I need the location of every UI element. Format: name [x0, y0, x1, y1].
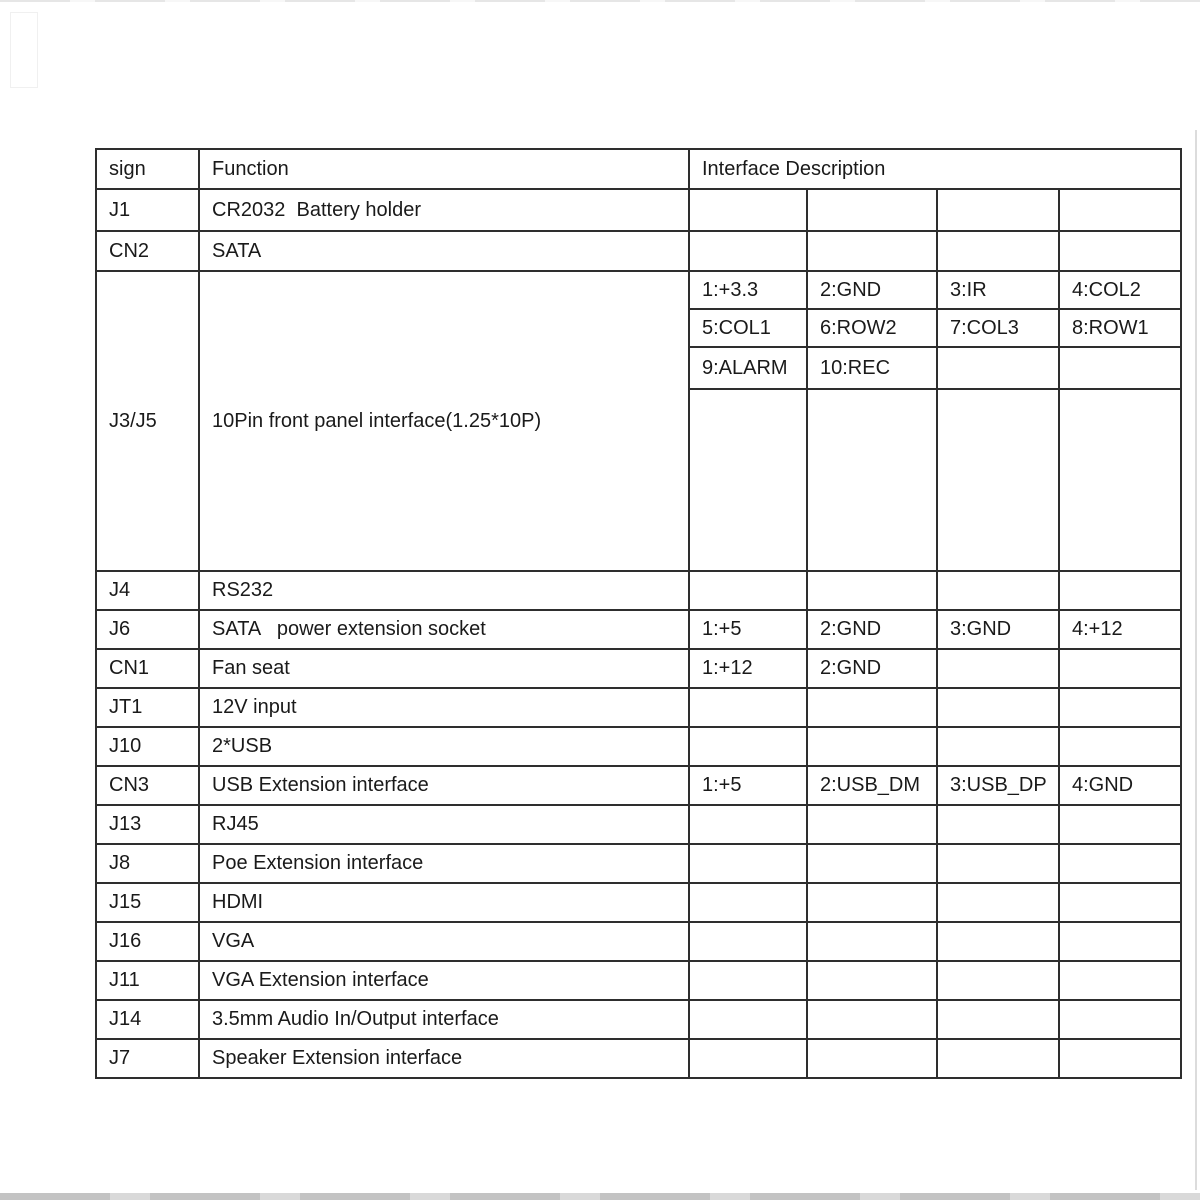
function-cell: RS232 [199, 571, 689, 610]
pin-cell [689, 1039, 807, 1078]
pin-cell [1059, 189, 1181, 231]
pin-cell [689, 688, 807, 727]
pin-cell [937, 688, 1059, 727]
pin-cell [937, 347, 1059, 389]
sign-cell: JT1 [96, 688, 199, 727]
sign-cell: CN2 [96, 231, 199, 271]
pin-cell: 2:GND [807, 610, 937, 649]
table-row-cn2 [96, 231, 1181, 271]
function-cell: 10Pin front panel interface(1.25*10P) [199, 271, 689, 571]
pin-cell [937, 1000, 1059, 1039]
pin-cell [1059, 1000, 1181, 1039]
function-cell: HDMI [199, 883, 689, 922]
pin-cell [1059, 347, 1181, 389]
pin-cell [937, 727, 1059, 766]
pin-cell: 1:+5 [689, 610, 807, 649]
pin-cell: 2:GND [807, 271, 937, 309]
sign-cell: J13 [96, 805, 199, 844]
table-row-j1 [96, 189, 1181, 231]
function-cell: 2*USB [199, 727, 689, 766]
pin-cell [689, 844, 807, 883]
function-cell: CR2032 Battery holder [199, 189, 689, 231]
table-row-jt1 [96, 688, 1181, 727]
table-row-j8 [96, 844, 1181, 883]
pin-cell [807, 961, 937, 1000]
pin-cell: 2:GND [807, 649, 937, 688]
function-cell: SATA power extension socket [199, 610, 689, 649]
scan-bottom-bar-artifact [0, 1193, 1200, 1200]
function-cell: VGA Extension interface [199, 961, 689, 1000]
pin-cell [689, 389, 807, 571]
pin-cell [1059, 649, 1181, 688]
pin-cell: 3:IR [937, 271, 1059, 309]
sign-cell: J8 [96, 844, 199, 883]
table-row-cn1 [96, 649, 1181, 688]
function-cell: USB Extension interface [199, 766, 689, 805]
page-right-edge-artifact [1195, 130, 1197, 1190]
function-cell: 12V input [199, 688, 689, 727]
pin-cell [807, 189, 937, 231]
pin-cell [1059, 961, 1181, 1000]
pin-cell [807, 1039, 937, 1078]
function-cell: VGA [199, 922, 689, 961]
pin-cell: 4:+12 [1059, 610, 1181, 649]
table-row-j10 [96, 727, 1181, 766]
pin-cell [807, 389, 937, 571]
pin-cell [807, 727, 937, 766]
pin-cell: 10:REC [807, 347, 937, 389]
pin-cell: 7:COL3 [937, 309, 1059, 347]
pin-cell: 8:ROW1 [1059, 309, 1181, 347]
table-row-j16 [96, 922, 1181, 961]
pin-cell [807, 805, 937, 844]
pin-cell [1059, 389, 1181, 571]
pin-cell [1059, 922, 1181, 961]
pin-cell: 3:GND [937, 610, 1059, 649]
table-row-j13 [96, 805, 1181, 844]
pin-cell: 1:+3.3 [689, 271, 807, 309]
table-row-j4 [96, 571, 1181, 610]
function-cell: Speaker Extension interface [199, 1039, 689, 1078]
pin-cell [807, 688, 937, 727]
pin-cell: 5:COL1 [689, 309, 807, 347]
sign-cell: J4 [96, 571, 199, 610]
pin-cell [1059, 805, 1181, 844]
pin-cell [1059, 231, 1181, 271]
scan-corner-artifact [10, 12, 38, 88]
pin-cell [937, 1039, 1059, 1078]
table-row-cn3 [96, 766, 1181, 805]
page-top-edge-artifact [0, 0, 1200, 2]
pin-cell [689, 231, 807, 271]
pin-cell [1059, 1039, 1181, 1078]
sign-cell: J7 [96, 1039, 199, 1078]
pin-cell: 6:ROW2 [807, 309, 937, 347]
table-row-j14 [96, 1000, 1181, 1039]
pin-cell [689, 922, 807, 961]
pin-cell: 1:+5 [689, 766, 807, 805]
pin-cell [807, 844, 937, 883]
sign-cell: J6 [96, 610, 199, 649]
pin-cell [807, 231, 937, 271]
pin-cell: 3:USB_DP [937, 766, 1059, 805]
pin-cell: 9:ALARM [689, 347, 807, 389]
function-cell: SATA [199, 231, 689, 271]
pin-cell [807, 922, 937, 961]
pin-cell [937, 883, 1059, 922]
pin-cell [689, 189, 807, 231]
pin-cell [689, 883, 807, 922]
table-row-j7 [96, 1039, 1181, 1078]
pin-cell: 2:USB_DM [807, 766, 937, 805]
function-cell: Fan seat [199, 649, 689, 688]
pin-cell [689, 805, 807, 844]
sign-cell: J14 [96, 1000, 199, 1039]
pin-cell [937, 922, 1059, 961]
pin-cell [689, 961, 807, 1000]
header-interface-description: Interface Description [689, 149, 1181, 189]
sign-cell: J15 [96, 883, 199, 922]
pin-cell [807, 571, 937, 610]
pin-cell [1059, 844, 1181, 883]
sign-cell: J1 [96, 189, 199, 231]
header-function: Function [199, 149, 689, 189]
pin-cell [937, 805, 1059, 844]
sign-cell: J11 [96, 961, 199, 1000]
pin-cell [937, 649, 1059, 688]
table-row-j6 [96, 610, 1181, 649]
function-cell: RJ45 [199, 805, 689, 844]
sign-cell: J3/J5 [96, 271, 199, 571]
function-cell: 3.5mm Audio In/Output interface [199, 1000, 689, 1039]
pin-cell: 4:COL2 [1059, 271, 1181, 309]
function-cell: Poe Extension interface [199, 844, 689, 883]
pin-cell [1059, 571, 1181, 610]
pin-cell [689, 1000, 807, 1039]
sign-cell: CN3 [96, 766, 199, 805]
pin-cell [937, 231, 1059, 271]
pin-cell [1059, 688, 1181, 727]
pin-cell [689, 727, 807, 766]
header-row [96, 149, 1181, 189]
pin-cell [807, 883, 937, 922]
sign-cell: J10 [96, 727, 199, 766]
pin-cell [1059, 883, 1181, 922]
table-row-j15 [96, 883, 1181, 922]
pin-cell [937, 571, 1059, 610]
pin-cell [937, 189, 1059, 231]
sign-cell: J16 [96, 922, 199, 961]
pin-cell [689, 571, 807, 610]
header-sign: sign [96, 149, 199, 189]
pin-cell: 1:+12 [689, 649, 807, 688]
sign-cell: CN1 [96, 649, 199, 688]
pin-cell [937, 844, 1059, 883]
pin-cell [937, 389, 1059, 571]
table-row-j3j5 [96, 271, 1181, 309]
interface-spec-table [95, 148, 1182, 1079]
pin-cell: 4:GND [1059, 766, 1181, 805]
pin-cell [1059, 727, 1181, 766]
pin-cell [807, 1000, 937, 1039]
pin-cell [937, 961, 1059, 1000]
table-row-j11 [96, 961, 1181, 1000]
